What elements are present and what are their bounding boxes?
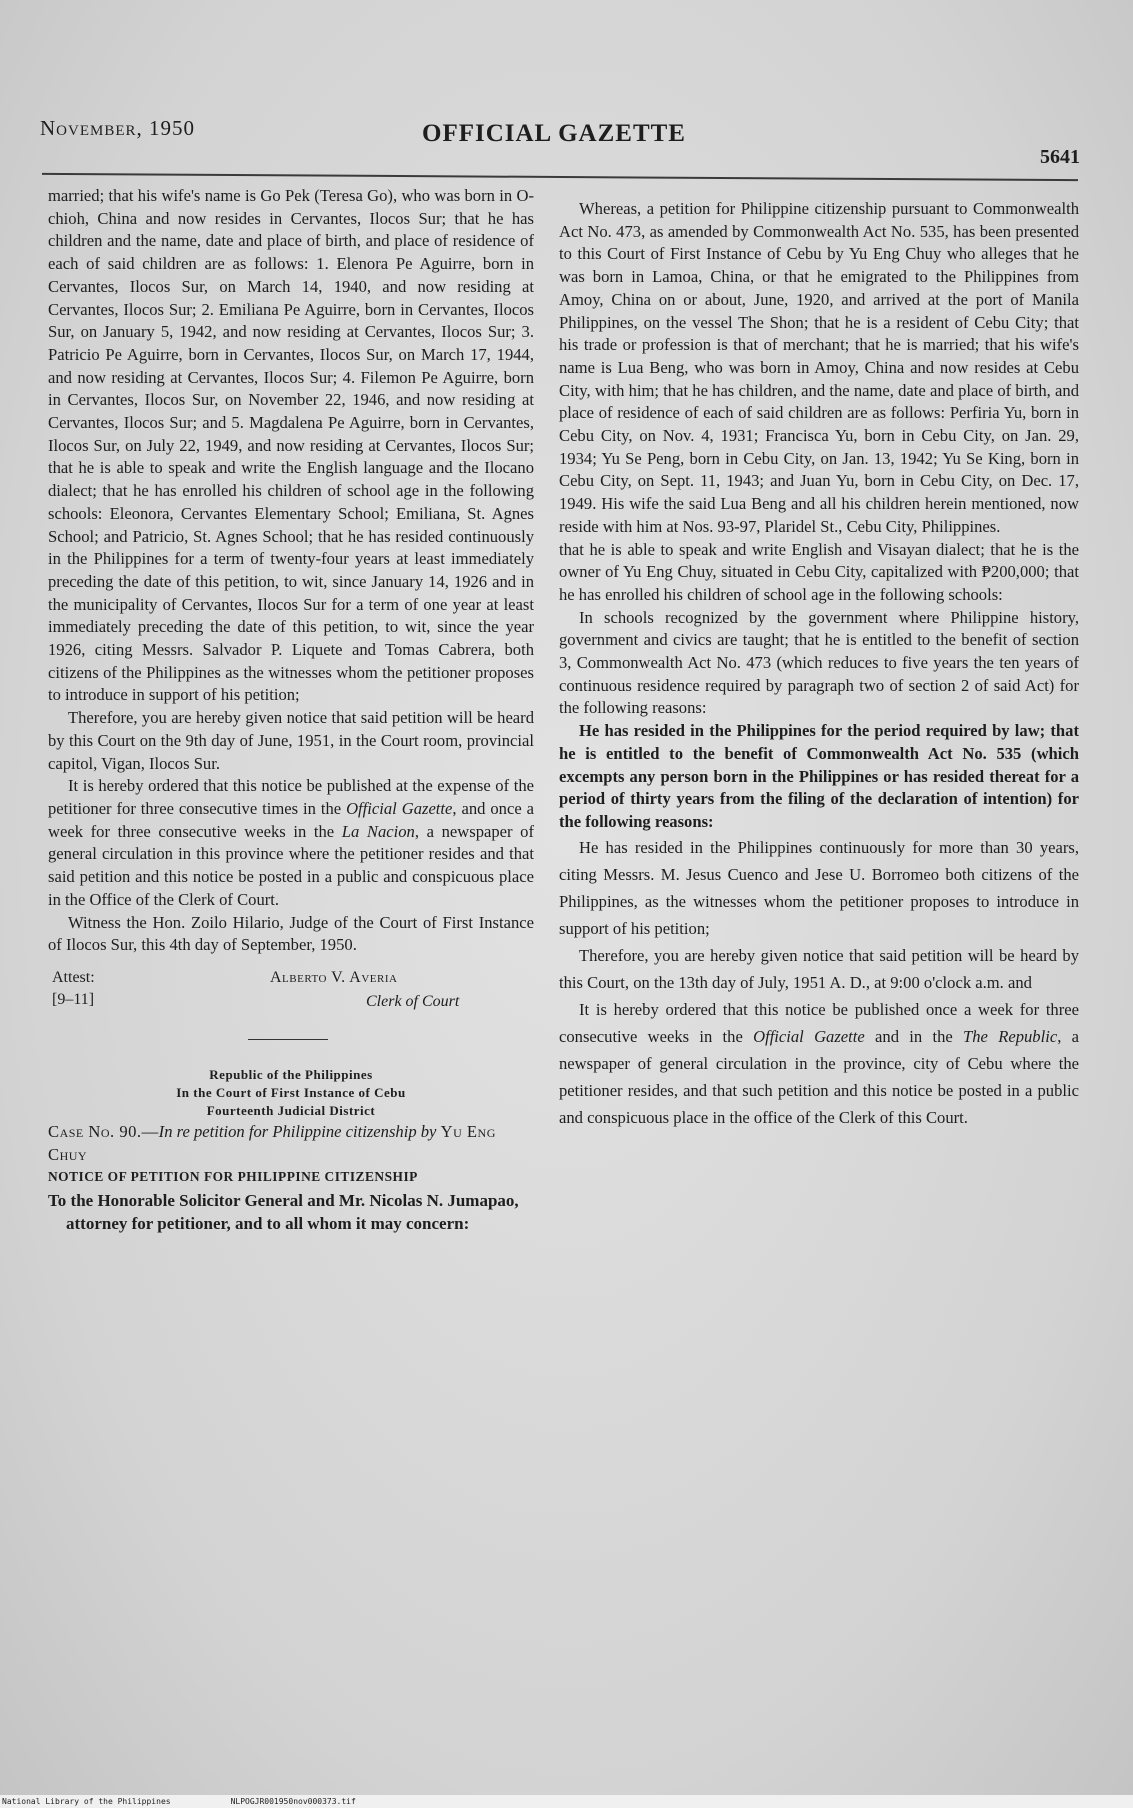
left-column: [48, 185, 534, 1235]
header-title: OFFICIAL GAZETTE: [422, 120, 686, 147]
right-p7-text-c: , a newspaper of general circulation in the province, city of Cebu where the petitioner resides, and that such petition and this notice be posted in a public and conspicuous place in the office of the Clerk of this Court.: [559, 1026, 1079, 1127]
left-p3-text-c: , a newspaper of general circulation in this province where the petitioner resides and that said petition and this notice be posted in a public and conspicuous place in the Office of the Clerk of Court.: [48, 821, 534, 909]
case-description: In re petition for Philippine citizenship by: [158, 1121, 437, 1141]
right-paragraph-6: Therefore, you are hereby given notice that said petition will be heard by this Court, on the 13th day of July, 1951 A. D., at 9:00 o'clock a.m. and: [559, 945, 1079, 992]
case-label: Case No. 90.—: [48, 1121, 159, 1141]
attestation-block: [48, 967, 534, 1013]
right-p7-republic: The Republic: [963, 1026, 1058, 1046]
court-heading: [48, 1066, 534, 1120]
right-paragraph-2: that he is able to speak and write English and Visayan dialect; that he is the owner of Yu Eng Chuy, situated in Cebu City, capitalized with ₱200,000; that he has enrolled his children of school age in the following schools:: [559, 539, 1079, 604]
addressee: To the Honorable Solicitor General and Mr. Nicolas N. Jumapao, attorney for petitioner, and to all whom it may concern:: [48, 1190, 519, 1233]
right-column: [559, 198, 1079, 1131]
court-line-3: Fourteenth Judicial District: [206, 1102, 376, 1118]
left-p3-text-a: It is hereby ordered that this notice be published at the expense of the petitioner for three consecutive times in the: [48, 776, 534, 818]
left-paragraph-3: [48, 775, 534, 911]
right-paragraph-1: Whereas, a petition for Philippine citizenship pursuant to Commonwealth Act No. 473, as amended by Commonwealth Act No. 535, has been presented to this Court of First Instance of Cebu by Yu Eng Chuy who alleges that he was born in Lamoa, China, or that he emigrated to the Philippines from Amoy, China on or about, June, 1920, and arrived at the port of Manila Philippines, on the vessel The Shon; that he is a resident of Cebu City; that his trade or profession is that of merchant; that he is married; that his wife's name is Lua Beng, who was born in Amoy, China and now resides at Cebu City, with him; that he has children, and the name, date and place of birth, and place of residence of each of said children are as follows: Perfiria Yu, born in Cebu City, on Nov. 4, 1931; Francisca Yu, born in Cebu City, on Jan. 29, 1934; Yu Se Peng, born in Cebu City, on Jan. 13, 1942; Yu Se King, born in Cebu City, on Sept. 11, 1943; and Juan Yu, born in Cebu City, on Dec. 17, 1949. His wife the said Lua Beng and all his children herein mentioned, now reside with him at Nos. 93-97, Plaridel St., Cebu City, Philippines.: [559, 199, 1079, 536]
scan-footer: [0, 1795, 1133, 1808]
left-p3-text-b: , and once a week for three consecutive weeks in the: [48, 798, 534, 841]
signer-name: Alberto V. Averia: [270, 968, 398, 986]
attest-label: Attest:: [52, 968, 95, 986]
right-paragraph-4: He has resided in the Philippines for the period required by law; that he is entitled to the benefit of Commonwealth Act No. 535 (which excempts any person born in the Philippines or has resided thereat for a period of thirty years from the filing of the declaration of intention) for the following reasons:: [559, 721, 1079, 831]
page-header: [40, 112, 1080, 168]
right-paragraph-5: He has resided in the Philippines continuously for more than 30 years, citing Messrs. M. Jesus Cuenco and Jese U. Borromeo both citizens of the Philippines, as the witnesses whom the petitioner proposes to introduce in support of his petition;: [559, 837, 1079, 938]
header-rule: [42, 173, 1078, 181]
footer-source: National Library of the Philippines: [2, 1797, 171, 1806]
right-p7-text-a: It is hereby ordered that this notice be published once a week for three consecutive weeks in the: [559, 999, 1079, 1046]
case-petitioner: Yu Eng Chuy: [48, 1121, 496, 1164]
right-p7-gazette: Official Gazette: [753, 1026, 865, 1046]
signer-title: Clerk of Court: [366, 992, 460, 1010]
case-caption: [48, 1120, 534, 1166]
left-paragraph-1: married; that his wife's name is Go Pek (Teresa Go), who was born in O-chioh, China and now resides in Cervantes, Ilocos Sur; that he has children and the name, date and place of birth, and place of residence of each of said children are as follows: 1. Elenora Pe Aguirre, born in Cervantes, Ilocos Sur, on March 14, 1940, and now residing at Cervantes, Ilocos Sur; 2. Emiliana Pe Aguirre, born in Cervantes, Ilocos Sur, on January 5, 1942, and now residing at Cervantes, Ilocos Sur; 3. Patricio Pe Aguirre, born in Cervantes, Ilocos Sur, on March 17, 1944, and now residing at Cervantes, Ilocos Sur; 4. Filemon Pe Aguirre, born in Cervantes, Ilocos Sur, on November 22, 1946, and now residing at Cervantes, Ilocos Sur; and 5. Magdalena Pe Aguirre, born in Cervantes, Ilocos Sur, on July 22, 1949, and now residing at Cervantes, Ilocos Sur; that he is able to speak and write the English language and the Ilocano dialect; that he has enrolled his children of school age in the following schools: Eleonora, Cervantes Elementary School; Emiliana, St. Agnes School; and Patricio, St. Agnes School; that he has resided continuously in the Philippines for a term of twenty-four years at least immediately preceding the date of this petition, to wit, since January 14, 1926 and in the municipality of Cervantes, Ilocos Sur for a term of one year at least immediately preceding the date of this petition, to wit, since the year 1926, citing Messrs. Salvador P. Liquete and Tomas Cabrera, both citizens of the Philippines as the witnesses whom the petitioner proposes to introduce in support of his petition;: [48, 186, 534, 705]
left-p3-la-nacion: La Nacion: [341, 821, 415, 841]
notice-title: NOTICE OF PETITION FOR PHILIPPINE CITIZENSHIP: [48, 1168, 418, 1184]
left-paragraph-4: Witness the Hon. Zoilo Hilario, Judge of the Court of First Instance of Ilocos Sur, this 4th day of September, 1950.: [48, 912, 534, 955]
page-number: 5641: [1040, 146, 1080, 168]
left-paragraph-2: Therefore, you are hereby given notice that said petition will be heard by this Court on the 9th day of June, 1951, in the Court room, provincial capitol, Vigan, Ilocos Sur.: [48, 708, 534, 773]
footer-file: NLPOGJR001950nov000373.tif: [230, 1797, 356, 1806]
section-divider: [248, 1039, 328, 1040]
attest-ref: [9–11]: [52, 990, 95, 1008]
right-p7-text-b: and in the: [864, 1026, 964, 1046]
right-paragraph-7: [559, 996, 1079, 1131]
court-line-2: In the Court of First Instance of Cebu: [176, 1084, 406, 1100]
court-line-1: Republic of the Philippines: [209, 1066, 373, 1082]
left-p3-gazette: Official Gazette: [346, 798, 453, 818]
header-date: November, 1950: [40, 116, 196, 140]
right-paragraph-3: In schools recognized by the government where Philippine history, government and civics are taught; that he is entitled to the benefit of section 3, Commonwealth Act No. 473 (which reduces to five years the ten years of continuous residence required by paragraph two of section 2 of said Act) for the following reasons:: [559, 607, 1079, 718]
